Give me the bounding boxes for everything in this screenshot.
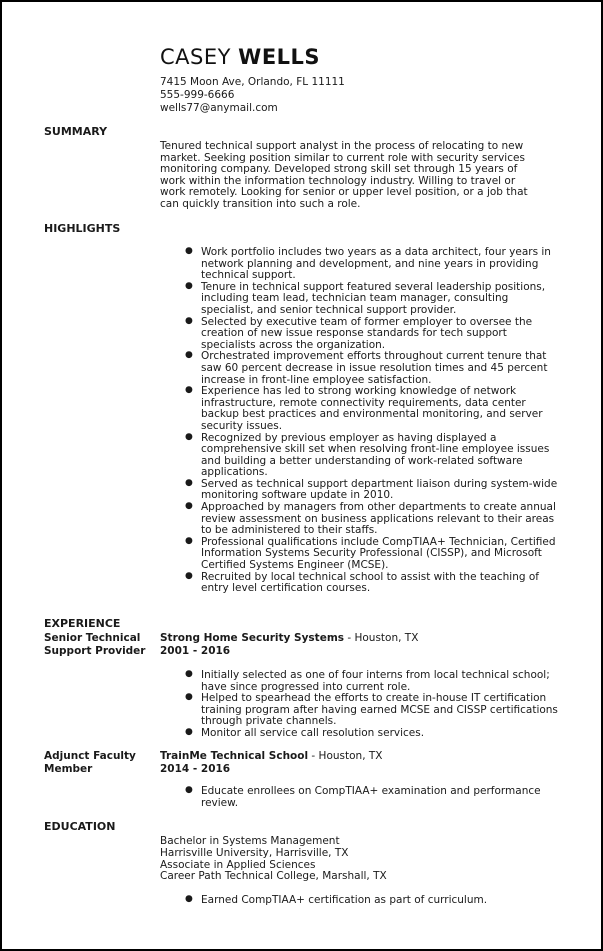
first-name: CASEY — [160, 45, 231, 69]
employer-name: Strong Home Security Systems — [160, 632, 345, 644]
employer — [160, 632, 418, 645]
institution: Career Path Technical College, Marshall, TX — [160, 870, 387, 883]
list-item: ● Educate enrollees on CompTIAA+ examination and performance review. — [185, 786, 562, 809]
employer-name: TrainMe Technical School — [160, 750, 309, 762]
list-item: ● Recruited by local technical school to assist with the teaching of entry level certification courses. — [185, 572, 562, 595]
degree: Associate in Applied Sciences — [160, 858, 316, 871]
job-title: Adjunct Faculty Member — [44, 750, 136, 775]
highlights-heading: HIGHLIGHTS — [44, 222, 121, 235]
list-item: ● Earned CompTIAA+ certification as part of curriculum. — [185, 895, 562, 907]
list-item: ● Selected by executive team of former employer to oversee the creation of new issue response standards for tech support specialists across the organization. — [185, 317, 562, 352]
list-item: ● Recognized by previous employer as having displayed a comprehensive skill set when resolving front-line employee issues and building a better understanding of work-related software applications. — [185, 433, 562, 479]
employer — [160, 750, 382, 763]
last-name: WELLS — [238, 45, 321, 69]
education-bullets — [185, 895, 562, 907]
address: 7415 Moon Ave, Orlando, FL 11111 — [160, 76, 345, 88]
experience-heading: EXPERIENCE — [44, 617, 121, 630]
list-item: ● Orchestrated improvement efforts throughout current tenure that saw 60 percent decrease in issue resolution times and 45 percent increase in front-line employee satisfaction. — [185, 351, 562, 386]
job-years: 2014 - 2016 — [160, 763, 231, 775]
list-item: ● Professional qualifications include CompTIAA+ Technician, Certified Information Systems Security Professional (CISSP), and Microsoft Certified Systems Engineer (MCSE). — [185, 537, 562, 572]
job-bullets — [185, 670, 562, 740]
employer-location: - Houston, TX — [344, 632, 419, 644]
job-bullets — [185, 786, 562, 809]
list-item: ● Work portfolio includes two years as a data architect, four years in network planning and development, and nine years in providing technical support. — [185, 247, 562, 282]
summary-heading: SUMMARY — [44, 125, 108, 138]
list-item: ● Tenure in technical support featured several leadership positions, including team lead, technician team manager, consulting specialist, and senior technical support provider. — [185, 282, 562, 317]
list-item: ● Monitor all service call resolution services. — [185, 728, 562, 740]
degree: Bachelor in Systems Management — [160, 835, 340, 847]
summary-text: Tenured technical support analyst in the process of relocating to new market. Seeking position similar to current role with security services monitoring company. Developed strong skill set through 15 years of work within the information technology industry. Willing to travel or work remotely. Looking for senior or upper level position, or a job that can quickly transition into such a role. — [160, 140, 528, 210]
phone: 555-999-6666 — [160, 89, 235, 101]
list-item: ● Helped to spearhead the efforts to create in-house IT certification training program after having earned MCSE and CISSP certifications through private channels. — [185, 693, 562, 728]
list-item: ● Served as technical support department liaison during system-wide monitoring software update in 2010. — [185, 479, 562, 502]
candidate-name — [160, 45, 320, 69]
education-heading: EDUCATION — [44, 820, 116, 833]
list-item: ● Initially selected as one of four interns from local technical school; have since progressed into current role. — [185, 670, 562, 693]
job-title: Senior Technical Support Provider — [44, 632, 146, 657]
list-item: ● Experience has led to strong working knowledge of network infrastructure, remote connectivity requirements, data center backup best practices and environmental monitoring, and server security issues. — [185, 386, 562, 432]
institution: Harrisville University, Harrisville, TX — [160, 846, 349, 859]
highlights-list — [185, 247, 562, 595]
education-block — [160, 836, 387, 883]
list-item: ● Approached by managers from other departments to create annual review assessment on business applications relevant to their areas to be administered to their staffs. — [185, 502, 562, 537]
job-years: 2001 - 2016 — [160, 645, 231, 657]
email[interactable]: wells77@anymail.com — [160, 102, 278, 114]
employer-location: - Houston, TX — [308, 750, 383, 762]
contact-block — [160, 76, 345, 115]
